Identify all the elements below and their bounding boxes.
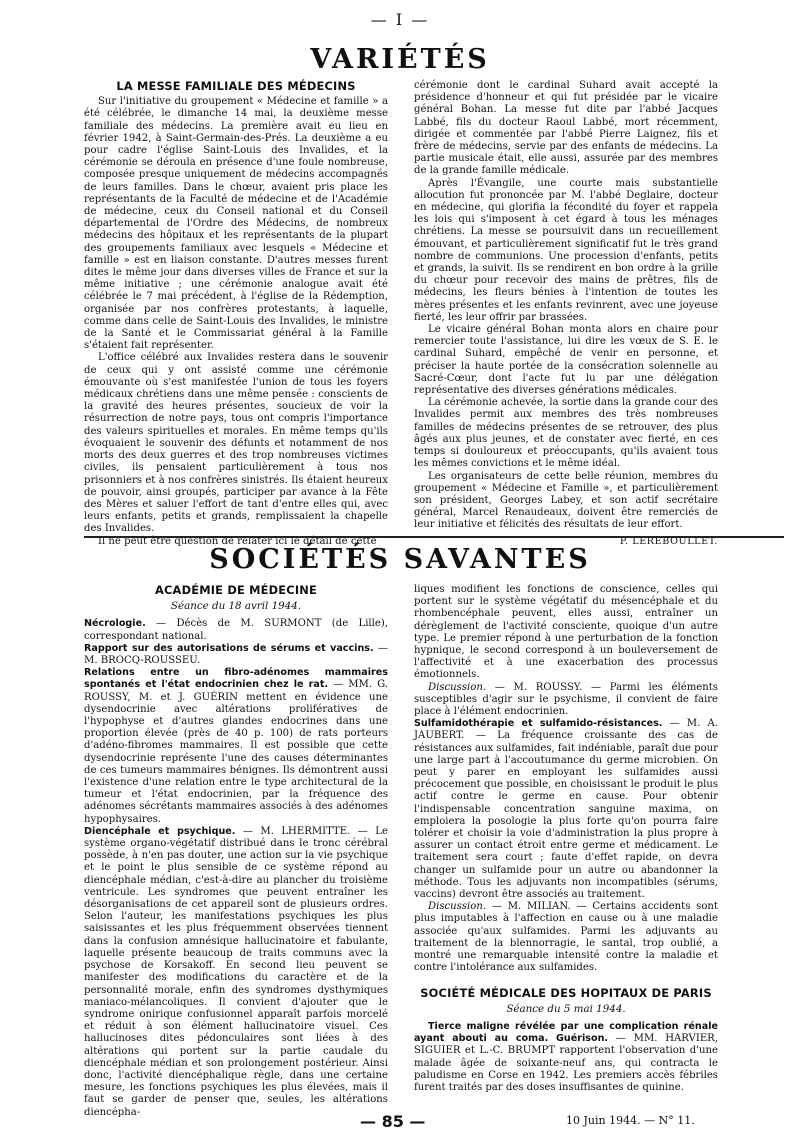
communication-entry [84,618,388,642]
issue-date: 10 Juin 1944. — N° 11. [566,1114,695,1127]
entry-text: — Décès de M. SURMONT (de Lille), correspondant national. [84,618,388,642]
communication-entry [84,667,388,826]
entry-lead: Tierce maligne révélée par une complication rénale ayant abouti au coma. Guérison. [414,1020,718,1045]
article-signature: P. LEREBOULLET. [619,535,718,547]
section-divider [84,536,784,538]
article-paragraph: Après l'Évangile, une courte mais substantielle allocution fut prononcée par M. l'abbé Deglaire, docteur en médecine, qui glorifia la fécondité du foyer et rappela les lois qui s'imposent à cet égard à tous les ménages chrétiens. La messe se poursuivit dans un recueillement émouvant, et particulièrement significatif fut le très grand nombre de communions. Une procession d'enfants, petits et grands, la suivit. Ils se rendirent en bon ordre à la grille du chœur pour recevoir des mains de prêtres, fils de médecins, les fleurs bénies à l'intention de toutes les mères présentes et les enfants revinrent, avec une joyeuse fierté, les leur offrir par brassées. [414,177,718,323]
article-paragraph: Il ne peut être question de relater ici le détail de cette [98,535,377,547]
societes-right-column [414,584,718,1094]
entry-text: — M. A. JAUBERT. — La fréquence croissante des cas de résistances aux sulfamides, fait indéniable, paraît due pour une large part à l'accoutumance du germe microbien. On peut y parer en employant les sulfamides aussi précocement que possible, en choisissant le produit le plus actif contre le germe en cause. Pour obtenir l'indispensable concentration sanguine maxima, on emploiera la posologie la plus forte qu'on pourra faire tolérer et choisir la voie d'administration la plus propre à assurer un contact étroit entre germe et médicament. Le traitement sera court ; faute d'effet rapide, on devra changer un sulfamide pour un autre ou abandonner la méthode. Tous les adjuvants non incompatibles (sérums, vaccins) devront être associés au traitement. [414,718,718,901]
discussion-text: — M. MILIAN. — Certains accidents sont plus imputables à l'affection en cause ou à une maladie associée qu'aux sulfamides. Parmi les adjuvants au traitement de la blennorragie, le santal, trop oublié, a montré une remarquable intensité contre la maladie et contre l'intolérance aux sulfamides. [414,901,718,974]
entry-lead: Nécrologie. [84,618,146,630]
entry-text: — MM. G. ROUSSY, M. et J. GUÉRIN mettent en évidence une dysendocrinie avec altérations prolifératives de l'hypophyse et d'autres glandes endocrines dans une proportion élevée (près de 40 p. 100) de rats porteurs d'adéno-fibromes mammaires. Il est possible que cette dysendocrinie représente l'une des causes déterminantes de ces tumeurs mammaires bénignes. Ils démontrent aussi l'existence d'une relation entre le type architectural de la tumeur et l'état endocrinien, par la fréquence des adénomes sécrétants mammaires associés à des adénomes hypophysaires. [84,679,388,825]
article-paragraph: Sur l'initiative du groupement « Médecine et famille » a été célébrée, le dimanche 14 mai, la deuxième messe familiale des médecins. La première avait eu lieu en février 1942, à Saint-Germain-des-Prés. La deuxième a eu pour cadre l'église Saint-Louis des Invalides, et la cérémonie se déroula en présence d'une foule nombreuse, composée presque uniquement de médecins accompagnés de leurs familles. Dans le chœur, avaient pris place les représentants de la Faculté de médecine et de l'Académie de médecine, ceux du Conseil national et du Conseil départemental de l'Ordre des Médecins, de nombreux médecins des hôpitaux et les représentants de la plupart des groupements familiaux avec lesquels « Médecine et famille » est en liaison constante. D'autres messes furent dites le même jour dans diverses villes de France et sur la même initiative ; une cérémonie analogue avait été célébrée le 7 mai précédent, à l'église de la Rédemption, organisée par nos confrères protestants, à laquelle, comme dans celle de Saint-Louis des Invalides, le ministre de la Santé et le Commissariat général à la Famille s'étaient fait représenter. [84,96,388,352]
communication-entry [84,643,388,667]
article-paragraph: Les organisateurs de cette belle réunion, membres du groupement « Médecine et Famille », et particulièrement son président, Georges Labey, et son actif secrétaire général, Marcel Renaudeaux, doivent être remerciés de leur initiative et félicités des résultats de leur effort. [414,470,718,531]
communication-entry [414,718,718,901]
article-paragraph: L'office célébré aux Invalides restera dans le souvenir de ceux qui y ont assisté comme une cérémonie émouvante où s'est manifestée l'union de tous les foyers médicaux chrétiens dans une même pensée : conscients de la gravité des heures présentes, soucieux de voir la résurrection de notre pays, tous ont compris l'importance des valeurs spirituelles et morales. En même temps qu'ils évoquaient le souvenir des défunts et notamment de nos morts des deux guerres et des trop nombreuses victimes civiles, ils pensaient particulièrement à tous nos prisonniers et à nos confrères sinistrés. Ils étaient heureux de pouvoir, ainsi groupés, participer par avance à la Fête des Mères et saluer l'effort de tant d'entre elles qui, avec leurs enfants, petits et grands, remplissaient la chapelle des Invalides. [84,352,388,535]
article-paragraph: Le vicaire général Bohan monta alors en chaire pour remercier toute l'assistance, lui dire les vœux de S. E. le cardinal Suhard, empêché de venir en personne, et préciser la haute portée de la consécration solennelle au Sacré-Cœur, dont l'acte fut lu par une délégation représentative des diverses générations médicales. [414,324,718,397]
continuation-paragraph: liques modifient les fonctions de conscience, celles qui portent sur le système végétatif du mésencéphale et du rhombencéphale peuvent, elles aussi, entraîner un dérèglement de l'activité consciente, quoique d'un autre type. Le premier répond à une perturbation de la fonction hypnique, le second correspond à un bouleversement de l'affectivité et à une exacerbation des processus émotionnels. [414,584,718,681]
entry-lead: Diencéphale et psychique. [84,825,236,837]
hopitaux-heading: SOCIÉTÉ MÉDICALE DES HOPITAUX DE PARIS [420,985,712,1000]
academie-column [84,584,388,1119]
article-paragraph: cérémonie dont le cardinal Suhard avait accepté la présidence d'honneur et qui fut présidée par le vicaire général Bohan. La messe fut dite par l'abbé Jacques Labbé, fils du docteur Raoul Labbé, mort récemment, dirigée et commentée par l'abbé Pierre Laignez, fils et frère de médecins, servie par des enfants de médecins. La partie musicale était, elle aussi, assurée par des membres de la grande famille médicale. [414,80,718,177]
article-title: LA MESSE FAMILIALE DES MÉDECINS [116,79,356,93]
entry-text: — MM. HARVIER, SIGUIER et L.-C. BRUMPT rapportent l'observation d'une malade âgée de soixante-neuf ans, qui contracta le paludisme en Corse en 1942. Les premiers accès fébriles furent traités par des doses insuffisantes de quinine. [414,1033,718,1093]
page-number: — 85 — [360,1112,426,1131]
top-page-number: — I — [370,10,430,29]
societes-title: SOCIÉTÉS SAVANTES [209,544,591,575]
entry-lead: Rapport sur des autorisations de sérums et vaccins. [84,642,374,654]
academie-heading: ACADÉMIE DE MÉDECINE [154,583,317,597]
varietes-title: VARIÉTÉS [310,44,490,75]
discussion-entry [414,682,718,719]
academie-seance-date: Séance du 18 avril 1944. [170,600,302,613]
varietes-right-column [414,80,718,548]
article-paragraph: La cérémonie achevée, la sortie dans la grande cour des Invalides permit aux membres des très nombreuses familles de médecins présentes de se retrouver, des plus âgés aux plus jeunes, et de constater avec fierté, en ces temps si douloureux et préoccupants, qu'ils avaient tous les mêmes convictions et le même idéal. [414,397,718,470]
entry-text: — M. BROCQ-ROUSSEU. [84,642,388,667]
varietes-left-column [84,80,388,548]
communication-entry [84,826,388,1119]
discussion-text: — M. ROUSSY. — Parmi les éléments susceptibles d'agir sur le psychisme, il convient de faire place à l'élément endocrinien. [414,681,718,718]
entry-lead: Relations entre un fibro-adénomes mammaires spontanés et l'état endocrinien chez le rat. [84,667,388,691]
hopitaux-seance-date: Séance du 5 mai 1944. [506,1002,626,1015]
discussion-entry [414,901,718,974]
communication-entry [414,1021,718,1094]
entry-lead: Sulfamidothérapie et sulfamido-résistances. [414,718,663,730]
entry-text: — M. LHERMITTE. — Le système organo-végétatif distribué dans le tronc cérébral possède, à n'en pas douter, une action sur la vie psychique et le point le plus sensible de ce système répond au diencéphale médian, c'est-à-dire au plancher du troisième ventricule. Les syndromes que peuvent entraîner les désorganisations de cet appareil sont de plusieurs ordres. Selon l'auteur, les manifestations psychiques les plus saisissantes et les plus fréquemment observées tiennent dans la confusion amnésique hallucinatoire et fabulante, laquelle présente beaucoup de traits communs avec la psychose de Korsakoff. En second lieu peuvent se manifester des modifications du caractère et de la personnalité morale, enfin des syndromes dysthymiques maniaco-mélancoliques. Il convient d'ajouter que le syndrome onirique confusionnel apparaît parfois morcelé et réduit à son élément hallucinatoire visuel. Ces hallucinoses dites pédonculaires sont liées à des altérations qui portent sur la partie caudale du diencéphale médian et son prolongement postérieur. Ainsi donc, l'activité diencéphalique règle, dans une certaine mesure, les fonctions psychiques les plus élevées, mais il faut se garder de penser que, seules, les altérations diencépha- [84,825,388,1118]
discussion-label: Discussion. [428,901,487,913]
discussion-label: Discussion. [428,681,487,693]
